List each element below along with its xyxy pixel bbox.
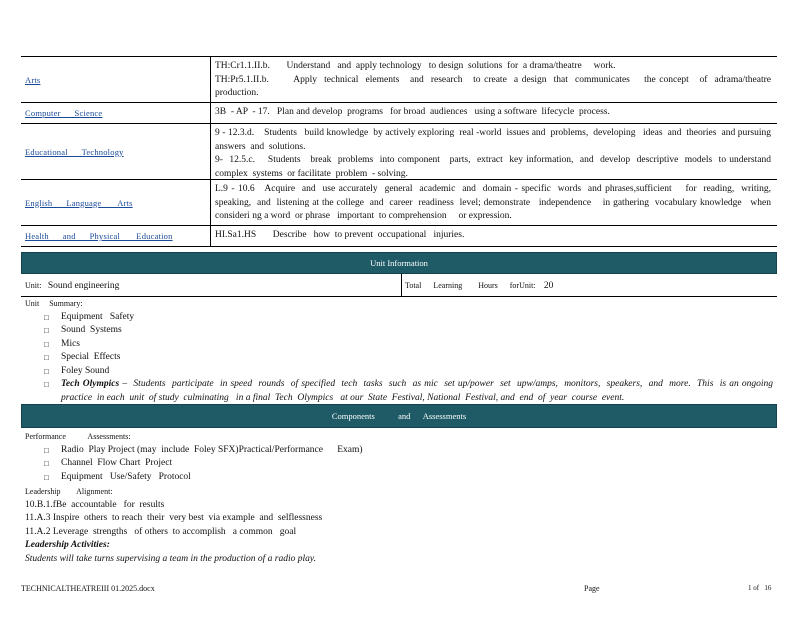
standard-line: 9 - 12.3.d. Students build knowledge by actively exploring real -world issues and problems, developing ideas and theories and pursuing answers and solutions.: [215, 128, 776, 152]
components-heading: Components and Assessments: [331, 411, 467, 421]
bullet-icon: □: [44, 326, 49, 335]
list-item-text: Sound Systems: [61, 325, 122, 335]
standards-row: [21, 179, 777, 225]
bullet-icon: □: [44, 472, 49, 482]
leadership-item: 10.B.1.fBe accountable for results: [25, 499, 165, 510]
hours-label: Total Learning Hours forUnit:: [405, 281, 536, 290]
list-item: [25, 351, 765, 365]
leadership-list: [25, 499, 765, 540]
components-content: [25, 430, 765, 566]
leadership-label: Leadership Alignment:: [25, 487, 113, 496]
list-item: [25, 365, 765, 379]
bullet-icon: □: [44, 459, 49, 468]
bullet-icon: □: [44, 353, 49, 362]
tech-olympics-title: Tech Olympics: [61, 379, 120, 389]
bullet-icon: □: [44, 312, 49, 322]
standards-row: [21, 123, 777, 179]
tech-olympics-item: [25, 378, 778, 405]
standard-text: [211, 124, 777, 179]
bullet-icon: □: [44, 366, 49, 376]
standards-row: [21, 225, 777, 246]
unit-summary-list: [25, 311, 765, 379]
unit-summary-label: Unit Summary:: [25, 299, 83, 308]
bullet-icon: □: [44, 445, 49, 455]
activities-label: Leadership Activities:: [25, 540, 110, 550]
standard-line: 9- 12.5.c. Students break problems into component parts, extract key information, and develop descriptive models to understand complex systems or facilitate problem - solving.: [215, 155, 779, 179]
standard-line: HI.Sa1.HS Describe how to prevent occupational injuries.: [215, 230, 465, 240]
standards-row: [21, 102, 777, 123]
subject-link[interactable]: Arts: [21, 57, 211, 102]
list-item: [25, 311, 765, 325]
list-item: [25, 457, 765, 471]
subject-link[interactable]: Educational Technology: [21, 124, 211, 179]
components-band: [21, 404, 777, 428]
list-item-text: Mics: [61, 338, 80, 349]
unit-information-band: [21, 252, 777, 274]
unit-value: Sound engineering: [47, 281, 120, 291]
bullet-icon: □: [44, 380, 49, 389]
list-item-text: Special Effects: [61, 352, 121, 362]
performance-label: Performance Assessments:: [25, 432, 131, 441]
footer-page-number: 1 of 16: [748, 584, 772, 592]
list-item-text: Radio Play Project (may include Foley SFX)Practical/Performance Exam): [61, 444, 363, 455]
standard-text: [211, 180, 777, 225]
subject-link[interactable]: English Language Arts: [21, 180, 211, 225]
standards-row: [21, 57, 777, 102]
standard-line: 3B - AP - 17. Plan and develop programs for broad audiences using a software lifecycle process.: [215, 107, 610, 117]
bullet-icon: □: [44, 339, 49, 349]
leadership-item: 11.A.2 Leverage strengths of others to accomplish a common goal: [25, 526, 297, 537]
unit-row-divider: [401, 274, 402, 296]
standards-table: [21, 56, 777, 247]
standard-line: TH:Pr5.1.II.b. Apply technical elements and research to create a design that communicates the concept of adrama/theatre production.: [215, 74, 774, 98]
list-item: [25, 471, 765, 485]
footer-filename: TECHNICALTHEATREIII 01.2025.docx: [21, 584, 155, 593]
list-item-text: Equipment Safety: [61, 311, 135, 322]
hours-value: 20: [543, 281, 554, 291]
standard-line: TH:Cr1.1.II.b. Understand and apply technology to design solutions for a drama/theatre work.: [215, 61, 616, 71]
standard-text: [211, 226, 777, 246]
list-item: [25, 444, 765, 458]
list-item: [25, 338, 765, 352]
list-item: [25, 324, 765, 338]
leadership-item: 11.A.3 Inspire others to reach their very best via example and selflessness: [25, 513, 323, 523]
standard-line: L.9 - 10.6 Acquire and use accurately general academic and domain - specific words and phrases,sufficient for reading, writing, speaking, and listening at the college and career readiness level; demonstrate independence in gathering vocabulary knowledge when consideri ng a word or phrase important to comprehension or expression.: [215, 184, 776, 221]
standard-text: [211, 57, 777, 102]
activities-text: Students will take turns supervising a team in the production of a radio play.: [25, 553, 316, 564]
unit-summary: [25, 297, 778, 405]
unit-information-heading: Unit Information: [370, 258, 428, 268]
tech-olympics-text: – Students participate in speed rounds of specified tech tasks such as mic set up/power set upw/amps, monitors, speakers, and more. This is an ongoing practice in each unit of study culminating in a final Tech Olympics at our State Festival, National Festival, and end of year course event.: [61, 379, 778, 403]
list-item-text: Channel Flow Chart Project: [61, 458, 173, 468]
list-item-text: Foley Sound: [61, 365, 110, 376]
subject-link[interactable]: Computer Science: [21, 103, 211, 123]
unit-row: [21, 274, 777, 297]
standard-text: [211, 103, 777, 123]
unit-label: Unit:: [25, 281, 42, 290]
list-item-text: Equipment Use/Safety Protocol: [61, 471, 191, 482]
performance-list: [25, 444, 765, 485]
subject-link[interactable]: Health and Physical Education: [21, 226, 211, 246]
footer-page-label: Page: [584, 584, 600, 593]
